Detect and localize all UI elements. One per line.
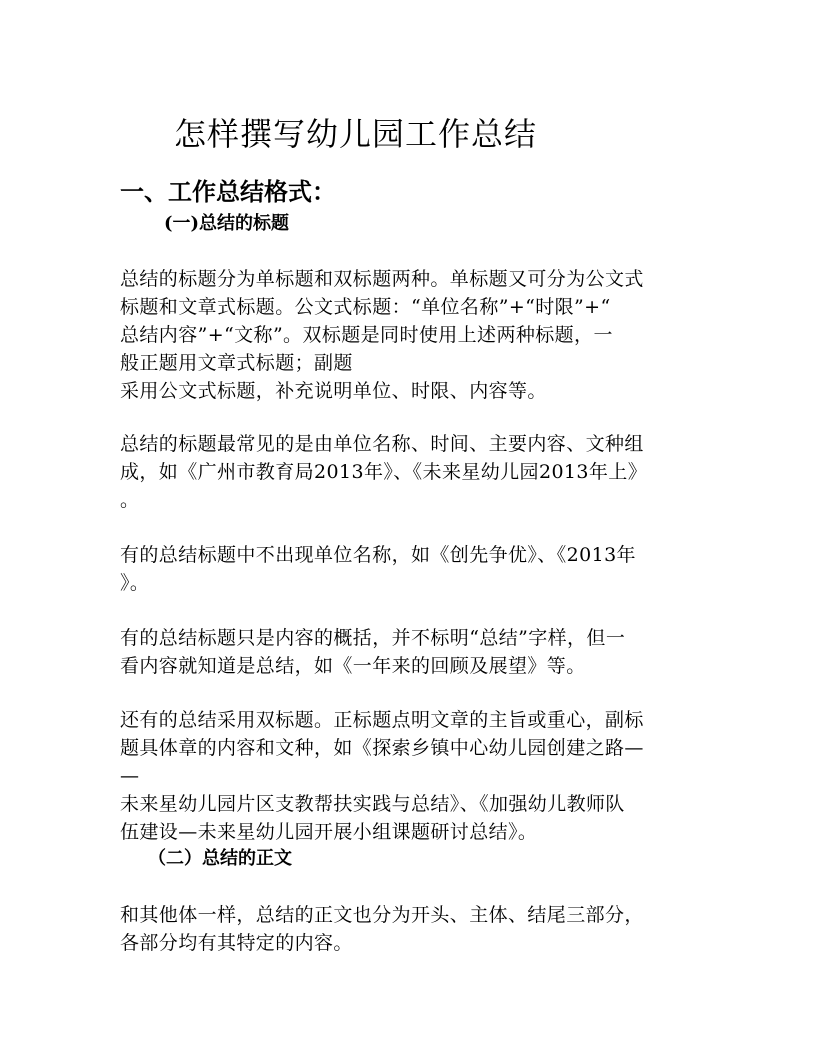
text-line: 总结的标题分为单标题和双标题两种。单标题又可分为公文式 bbox=[120, 268, 644, 290]
text-line: 还有的总结采用双标题。正标题点明文章的主旨或重心，副标 bbox=[120, 709, 644, 731]
text-line: 看内容就知道是总结，如《一年来的回顾及展望》等。 bbox=[120, 655, 586, 677]
paragraph-common-title bbox=[120, 430, 700, 514]
text-line: — bbox=[120, 765, 140, 787]
text-line: 采用公文式标题，补充说明单位、时限、内容等。 bbox=[120, 380, 547, 402]
section-heading-format: 一、工作总结格式： bbox=[120, 177, 336, 206]
text-line: 有的总结标题只是内容的概括，并不标明“总结”字样，但一 bbox=[120, 627, 626, 649]
paragraph-double-title bbox=[120, 706, 700, 846]
text-line: 有的总结标题中不出现单位名称，如《创先争优》、《2013年 bbox=[120, 544, 636, 566]
text-line: 。 bbox=[120, 489, 140, 511]
subheading-body: （二）总结的正文 bbox=[148, 848, 292, 869]
text-line: 》。 bbox=[120, 572, 150, 594]
text-line: 标题和文章式标题。公文式标题：“单位名称”+“时限”+“ bbox=[120, 296, 611, 318]
paragraph-summary-content bbox=[120, 624, 700, 680]
subheading-title: (一)总结的标题 bbox=[164, 213, 290, 234]
document-title: 怎样撰写幼儿园工作总结 bbox=[174, 115, 538, 153]
paragraph-no-unit-name bbox=[120, 541, 700, 597]
text-line: 各部分均有其特定的内容。 bbox=[120, 932, 353, 954]
text-line: 总结内容”+“文称”。双标题是同时使用上述两种标题，一 bbox=[120, 324, 613, 346]
text-line: 和其他体一样，总结的正文也分为开头、主体、结尾三部分， bbox=[120, 904, 644, 926]
text-line: 般正题用文章式标题；副题 bbox=[120, 352, 353, 374]
text-line: 题具体章的内容和文种，如《探索乡镇中心幼儿园创建之路— bbox=[120, 737, 644, 759]
text-line: 未来星幼儿园片区支教帮扶实践与总结》、《加强幼儿教师队 bbox=[120, 793, 625, 815]
text-line: 总结的标题最常见的是由单位名称、时间、主要内容、文种组 bbox=[120, 433, 644, 455]
paragraph-body-structure bbox=[120, 901, 700, 957]
text-line: 成，如《广州市教育局2013年》、《未来星幼儿园2013年上》 bbox=[120, 461, 648, 483]
text-line: 伍建设—未来星幼儿园开展小组课题研讨总结》。 bbox=[120, 821, 538, 843]
paragraph-title-types bbox=[120, 265, 700, 405]
